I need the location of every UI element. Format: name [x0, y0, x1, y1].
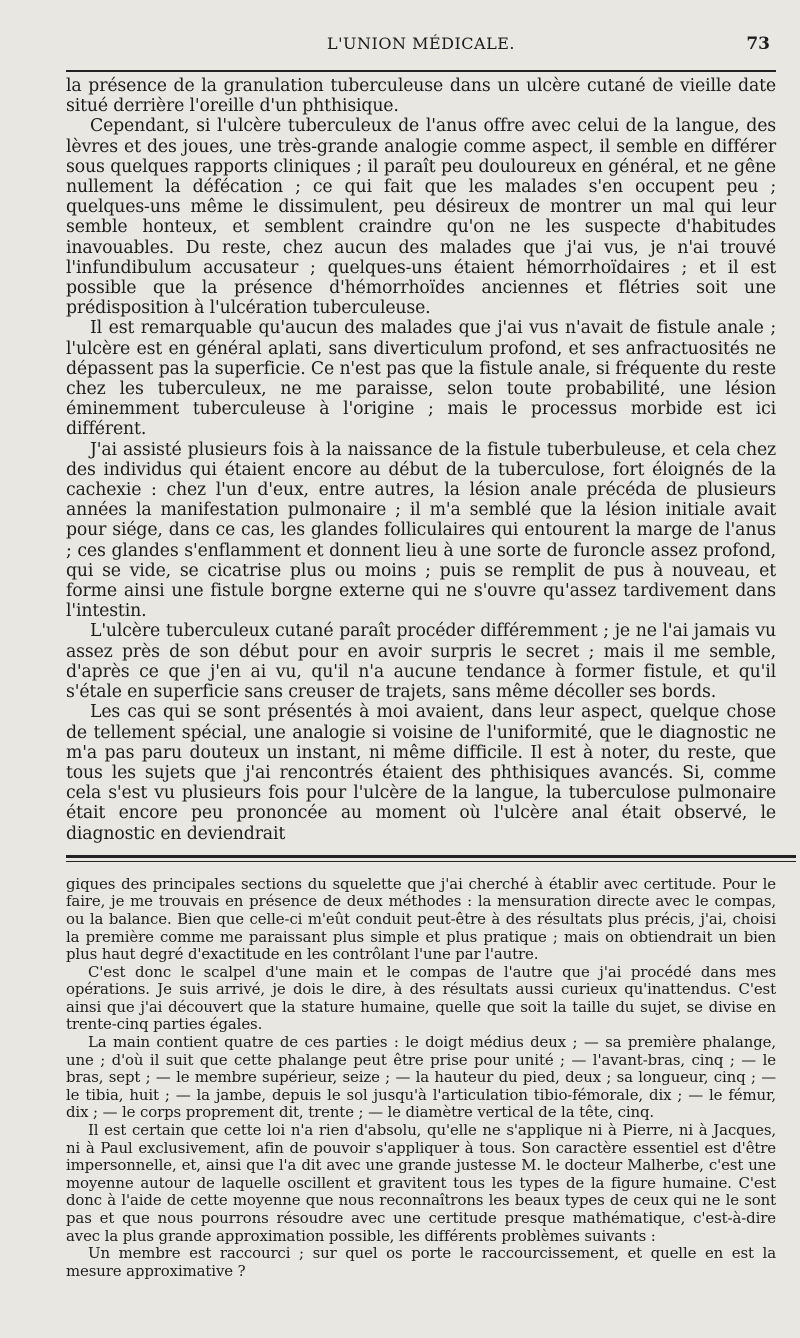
- main-paragraph: J'ai assisté plusieurs fois à la naissance de la fistule tuberbuleuse, et cela chez des individus qui étaient encore au début de la tuberculose, fort éloignés de la cachexie : chez l'un d'eux, entre autres, la lésion anale précéda de plusieurs années la manifestation pulmonaire ; il m'a semblé que la lésion initiale avait pour siége, dans ce cas, les glandes folliculaires qui entourent la marge de l'anus ; ces glandes s'enflamment et donnent lieu à une sorte de furoncle assez profond, qui se vide, se cicatrise plus ou moins ; puis se remplit de pus à nouveau, et forme ainsi une fistule borgne externe qui ne s'ouvre qu'assez tardivement dans l'intestin.: [66, 439, 776, 622]
- main-paragraph: Cependant, si l'ulcère tuberculeux de l'anus offre avec celui de la langue, des lèvres et des joues, une très-grande analogie comme aspect, il semble en différer sous quelques rapports cliniques ; il paraît peu douloureux en général, et ne gêne nullement la défécation ; ce qui fait que les malades s'en occupent peu ; quelques-uns même le dissimulent, peu désireux de montrer un mal qui leur semble honteux, et semblent craindre qu'on ne les suspecte d'habitudes inavouables. Du reste, chez aucun des malades que j'ai vus, je n'ai trouvé l'infundibulum accusateur ; quelques-uns étaient hémorrhoïdaires ; et il est possible que la présence d'hémorrhoïdes anciennes et flétries soit une prédisposition à l'ulcération tuberculeuse.: [66, 116, 776, 319]
- page-number: 73: [746, 34, 770, 54]
- main-paragraph: Il est remarquable qu'aucun des malades que j'ai vus n'avait de fistule anale ; l'ulcère est en général aplati, sans diverticulum profond, et ses anfractuosités ne dépassent pas la superficie. Ce n'est pas que la fistule anale, si fréquente du reste chez les tuberculeux, ne me paraisse, selon toute probabilité, une lésion éminemment tuberculeuse à l'origine ; mais le processus morbide est ici différent.: [66, 318, 776, 440]
- main-paragraph: L'ulcère tuberculeux cutané paraît procéder différemment ; je ne l'ai jamais vu assez près de son début pour en avoir surpris le secret ; mais il me semble, d'après ce que j'en ai vu, qu'il n'a aucune tendance à former fistule, et qu'il s'étale en superficie sans creuser de trajets, sans même décoller ses bords.: [66, 621, 776, 703]
- main-text: [66, 76, 776, 844]
- main-paragraph: la présence de la granulation tuberculeuse dans un ulcère cutané de vieille date situé derrière l'oreille d'un phthisique.: [66, 76, 776, 117]
- footnote-paragraph: Un membre est raccourci ; sur quel os porte le raccourcissement, et quelle en est la mesure approximative ?: [66, 1244, 776, 1280]
- footnote-paragraph: giques des principales sections du squelette que j'ai cherché à établir avec certitude. Pour le faire, je me trouvais en présence de deux méthodes : la mensuration directe avec le compas, ou la balance. Bien que celle-ci m'eût conduit peut-être à des résultats plus précis, j'ai, choisi la première comme me paraissant plus simple et plus pratique ; mais on obtiendrait un bien plus haut degré d'exactitude en les contrôlant l'une par l'autre.: [66, 874, 776, 964]
- footnote-paragraph: C'est donc le scalpel d'une main et le compas de l'autre que j'ai procédé dans mes opérations. Je suis arrivé, je dois le dire, à des résultats aussi curieux qu'inattendus. C'est ainsi que j'ai découvert que la stature humaine, quelle que soit la taille du sujet, se divise en trente-cinq parties égales.: [66, 962, 776, 1034]
- main-paragraph: Les cas qui se sont présentés à moi avaient, dans leur aspect, quelque chose de tellement spécial, une analogie si voisine de l'uniformité, que le diagnostic ne m'a pas paru douteux un instant, ni même difficile. Il est à noter, du reste, que tous les sujets que j'ai rencontrés étaient des phthisiques avancés. Si, comme cela s'est vu plusieurs fois pour l'ulcère de la langue, la tuberculose pulmonaire était encore peu prononcée au moment où l'ulcère anal était observé, le diagnostic en deviendrait: [66, 702, 776, 844]
- journal-title: L'UNION MÉDICALE.: [327, 34, 515, 53]
- section-divider: [66, 855, 796, 862]
- page-header: [66, 30, 776, 62]
- footnote-paragraph: Il est certain que cette loi n'a rien d'absolu, qu'elle ne s'applique ni à Pierre, ni à Jacques, ni à Paul exclusivement, afin de pouvoir s'appliquer à tous. Son caractère essentiel est d'être impersonnelle, et, ainsi que l'a dit avec une grande justesse M. le docteur Malherbe, c'est une moyenne autour de laquelle oscillent et gravitent tous les types de la figure humaine. C'est donc à l'aide de cette moyenne que nous reconnaîtrons les beaux types de ceux qui ne le sont pas et que nous pourrons résoudre avec une certitude presque mathématique, c'est-à-dire avec la plus grande approximation possible, les différents problèmes suivants :: [66, 1121, 776, 1245]
- footnote-text: [66, 876, 776, 1281]
- footnote-paragraph: La main contient quatre de ces parties : le doigt médius deux ; — sa première phalange, une ; d'où il suit que cette phalange peut être prise pour unité ; — l'avant-bras, cinq ; — le bras, sept ; — le membre supérieur, seize ; — la hauteur du pied, deux ; sa longueur, cinq ; — le tibia, huit ; — la jambe, depuis le sol jusqu'à l'articulation tibio-fémorale, dix ; — le fémur, dix ; — le corps proprement dit, trente ; — le diamètre vertical de la tête, cinq.: [66, 1033, 776, 1122]
- header-rule: [66, 70, 776, 72]
